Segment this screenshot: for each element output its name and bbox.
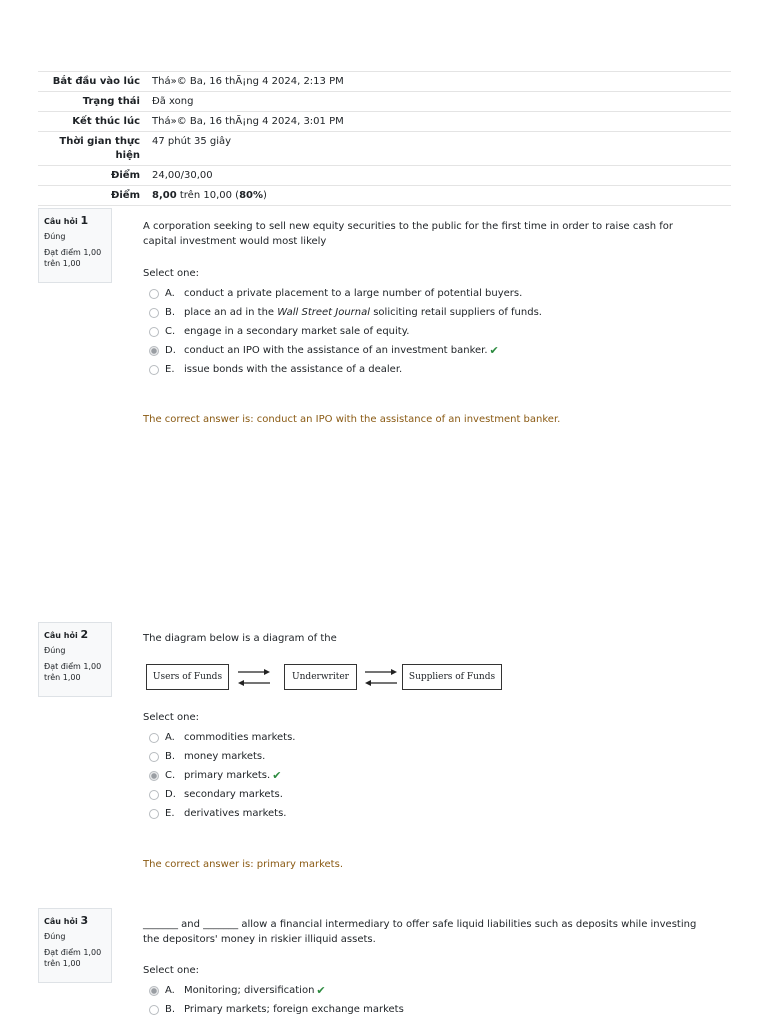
diagram-box-underwriter: Underwriter bbox=[284, 664, 357, 690]
question-number: 1 bbox=[80, 214, 89, 227]
question-text: A corporation seeking to sell new equity securities to the public for the first time in order to raise cash for capital investment would most likely bbox=[143, 221, 673, 247]
summary-label: Điểm bbox=[110, 170, 140, 181]
question-info bbox=[38, 908, 112, 983]
grade-percent: 80% bbox=[239, 190, 263, 201]
summary-row-started bbox=[38, 72, 731, 92]
grade-text-end: ) bbox=[263, 190, 267, 201]
radio-icon[interactable] bbox=[149, 809, 159, 819]
correct-answer-feedback: The correct answer is: primary markets. bbox=[143, 859, 343, 870]
question-label: Câu hỏi bbox=[44, 217, 78, 226]
answer-letter: B. bbox=[165, 1004, 176, 1015]
radio-icon[interactable] bbox=[149, 289, 159, 299]
answer-text-part: place an ad in the bbox=[184, 307, 278, 318]
radio-icon[interactable] bbox=[149, 771, 159, 781]
answer-letter: B. bbox=[165, 751, 176, 762]
answer-option[interactable] bbox=[149, 785, 295, 804]
answer-option[interactable] bbox=[149, 303, 542, 322]
select-one-label: Select one: bbox=[143, 268, 200, 279]
select-one-label: Select one: bbox=[143, 712, 200, 723]
answer-option[interactable] bbox=[149, 341, 542, 360]
answer-text: secondary markets. bbox=[184, 789, 283, 800]
correct-answer-feedback: The correct answer is: conduct an IPO with the assistance of an investment banker. bbox=[143, 414, 561, 425]
answer-list bbox=[149, 728, 295, 823]
check-icon: ✔ bbox=[489, 344, 499, 357]
question-label: Câu hỏi bbox=[44, 917, 78, 926]
summary-label: Bắt đầu vào lúc bbox=[52, 76, 140, 87]
answer-option[interactable] bbox=[149, 981, 404, 1000]
radio-icon[interactable] bbox=[149, 1005, 159, 1015]
radio-icon[interactable] bbox=[149, 308, 159, 318]
radio-icon[interactable] bbox=[149, 346, 159, 356]
radio-icon[interactable] bbox=[149, 733, 159, 743]
radio-icon[interactable] bbox=[149, 986, 159, 996]
answer-letter: D. bbox=[165, 789, 176, 800]
question-number: 3 bbox=[80, 914, 89, 927]
answer-text: issue bonds with the assistance of a dealer. bbox=[184, 364, 403, 375]
summary-value: Thá»© Ba, 16 thÃ¡ng 4 2024, 3:01 PM bbox=[152, 116, 344, 127]
question-text: The diagram below is a diagram of the bbox=[143, 633, 337, 644]
answer-text: primary markets. bbox=[184, 770, 271, 781]
attempt-summary bbox=[38, 71, 731, 206]
double-arrow-icon bbox=[363, 667, 399, 689]
funds-flow-diagram bbox=[146, 661, 506, 691]
grade-text: trên 10,00 ( bbox=[176, 190, 240, 201]
question-info bbox=[38, 622, 112, 697]
answer-text: money markets. bbox=[184, 751, 266, 762]
answer-letter: D. bbox=[165, 345, 176, 356]
answer-text bbox=[184, 307, 542, 318]
summary-value: Thá»© Ba, 16 thÃ¡ng 4 2024, 2:13 PM bbox=[152, 76, 344, 87]
answer-letter: B. bbox=[165, 307, 176, 318]
question-grade: Đạt điểm 1,00 trên 1,00 bbox=[44, 248, 102, 268]
question-heading bbox=[44, 915, 106, 928]
answer-text: Primary markets; foreign exchange markets bbox=[184, 1004, 404, 1015]
question-state: Đúng bbox=[44, 932, 66, 941]
answer-text-part: soliciting retail suppliers of funds. bbox=[370, 307, 542, 318]
answer-text: engage in a secondary market sale of equity. bbox=[184, 326, 410, 337]
summary-row-completed bbox=[38, 112, 731, 132]
summary-value bbox=[146, 186, 731, 205]
answer-option[interactable] bbox=[149, 804, 295, 823]
diagram-box-users: Users of Funds bbox=[146, 664, 229, 690]
question-info bbox=[38, 208, 112, 283]
question-text: _______ and _______ allow a financial intermediary to offer safe liquid liabilities such as deposits while investing the depositors' money in riskier illiquid assets. bbox=[143, 919, 697, 945]
answer-option[interactable] bbox=[149, 284, 542, 303]
question-number: 2 bbox=[80, 628, 89, 641]
answer-text: conduct an IPO with the assistance of an investment banker. bbox=[184, 345, 488, 356]
answer-letter: C. bbox=[165, 326, 176, 337]
answer-text: Monitoring; diversification bbox=[184, 985, 315, 996]
check-icon: ✔ bbox=[272, 769, 282, 782]
summary-row-duration bbox=[38, 132, 731, 166]
question-grade: Đạt điểm 1,00 trên 1,00 bbox=[44, 948, 102, 968]
answer-option[interactable] bbox=[149, 322, 542, 341]
summary-label: Trạng thái bbox=[82, 96, 140, 107]
select-one-label: Select one: bbox=[143, 965, 200, 976]
answer-text: commodities markets. bbox=[184, 732, 296, 743]
answer-letter: E. bbox=[165, 364, 175, 375]
summary-value: Đã xong bbox=[152, 96, 194, 107]
double-arrow-icon bbox=[236, 667, 272, 689]
answer-letter: A. bbox=[165, 985, 175, 996]
summary-row-grade bbox=[38, 186, 731, 206]
answer-option[interactable] bbox=[149, 728, 295, 747]
question-label: Câu hỏi bbox=[44, 631, 78, 640]
question-heading bbox=[44, 629, 106, 642]
question-state: Đúng bbox=[44, 232, 66, 241]
question-grade: Đạt điểm 1,00 trên 1,00 bbox=[44, 662, 102, 682]
answer-option[interactable] bbox=[149, 766, 295, 785]
summary-row-marks bbox=[38, 166, 731, 186]
summary-row-state bbox=[38, 92, 731, 112]
radio-icon[interactable] bbox=[149, 752, 159, 762]
answer-text-italic: Wall Street Journal bbox=[277, 307, 371, 318]
summary-label: Điểm bbox=[110, 190, 140, 201]
answer-letter: E. bbox=[165, 808, 175, 819]
diagram-box-suppliers: Suppliers of Funds bbox=[402, 664, 502, 690]
radio-icon[interactable] bbox=[149, 365, 159, 375]
summary-value: 24,00/30,00 bbox=[152, 170, 213, 181]
grade-value: 8,00 bbox=[152, 190, 177, 201]
answer-option[interactable] bbox=[149, 747, 295, 766]
answer-text: derivatives markets. bbox=[184, 808, 287, 819]
summary-value: 47 phút 35 giây bbox=[152, 136, 232, 147]
answer-list bbox=[149, 981, 404, 1019]
answer-text: conduct a private placement to a large number of potential buyers. bbox=[184, 288, 523, 299]
radio-icon[interactable] bbox=[149, 327, 159, 337]
answer-option[interactable] bbox=[149, 360, 542, 379]
answer-letter: A. bbox=[165, 288, 175, 299]
summary-label: Kết thúc lúc bbox=[72, 116, 140, 127]
question-state: Đúng bbox=[44, 646, 66, 655]
answer-letter: A. bbox=[165, 732, 175, 743]
check-icon: ✔ bbox=[316, 984, 326, 997]
answer-option[interactable] bbox=[149, 1000, 404, 1019]
radio-icon[interactable] bbox=[149, 790, 159, 800]
question-heading bbox=[44, 215, 106, 228]
summary-label: Thời gian thực hiện bbox=[59, 136, 140, 161]
answer-list bbox=[149, 284, 542, 379]
answer-letter: C. bbox=[165, 770, 176, 781]
